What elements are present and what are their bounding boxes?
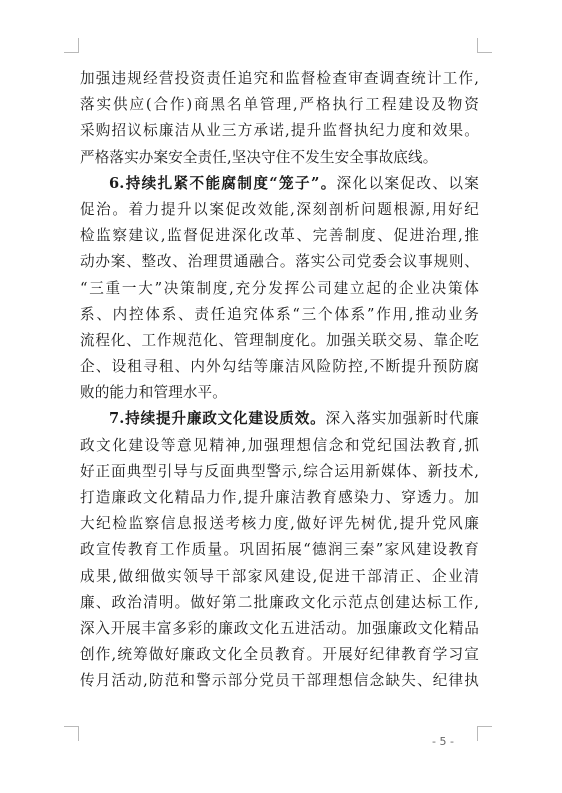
text-line: 企、设租寻租、内外勾结等廉洁风险防控,不断提升预防腐: [80, 358, 479, 376]
text-line: 廉、政治清明。做好第二批廉政文化示范点创建达标工作,: [80, 593, 479, 611]
text-line: 大纪检监察信息报送考核力度,做好评先树优,提升党风廉: [80, 515, 479, 533]
text-line: 好正面典型引导与反面典型警示,综合运用新媒体、新技术,: [80, 462, 479, 480]
section-7-first-text: 深入落实加强新时代廉: [325, 410, 479, 428]
text-line: 促治。着力提升以案促改效能,深刻剖析问题根源,用好纪: [80, 200, 479, 218]
text-line: “三重一大”决策制度,充分发挥公司建立起的企业决策体: [80, 279, 479, 297]
text-line: 打造廉政文化精品力作,提升廉洁教育感染力、穿透力。加: [80, 489, 479, 506]
crop-mark-bottom-left: [64, 726, 79, 741]
text-line: 败的能力和管理水平。: [80, 384, 227, 402]
text-line: 检监察建议,监督促进深化改革、完善制度、促进治理,推: [80, 227, 479, 245]
text-line: 传月活动,防范和警示部分党员干部理想信念缺失、纪律执: [80, 672, 479, 690]
text-line: 政文化建设等意见精神,加强理想信念和党纪国法教育,抓: [80, 436, 479, 454]
section-6-heading: 6.持续扎紧不能腐制度“笼子”。: [109, 174, 337, 192]
text-line: 创作,统筹做好廉政文化全员教育。开展好纪律教育学习宣: [80, 646, 479, 664]
text-line: 落实供应(合作)商黑名单管理,严格执行工程建设及物资: [80, 96, 479, 114]
text-line: 严格落实办案安全责任,坚决守住不发生安全事故底线。: [80, 148, 438, 166]
crop-mark-bottom-right: [477, 726, 492, 741]
text-line: 采购招议标廉洁从业三方承诺,提升监督执纪力度和效果。: [80, 122, 479, 140]
crop-mark-top-left: [64, 38, 79, 53]
page-number: - 5 -: [432, 735, 454, 748]
text-line: 成果,做细做实领导干部家风建设,促进干部清正、企业清: [80, 567, 479, 585]
text-line: 深入开展丰富多彩的廉政文化五进活动。加强廉政文化精品: [80, 619, 479, 637]
section-6-first-line: [80, 171, 479, 197]
text-line: 系、内控体系、责任追究体系“三个体系”作用,推动业务: [80, 305, 479, 323]
text-line: 流程化、工作规范化、管理制度化。加强关联交易、靠企吃: [80, 331, 479, 349]
text-line: 动办案、整改、治理贯通融合。落实公司党委会议事规则、: [80, 253, 479, 271]
section-7-heading: 7.持续提升廉政文化建设质效。: [109, 410, 326, 428]
text-line: 加强违规经营投资责任追究和监督检查审查调查统计工作,: [80, 70, 479, 87]
section-7-first-line: [80, 406, 479, 432]
crop-mark-top-right: [477, 38, 492, 53]
text-line: 政宣传教育工作质量。巩固拓展“德润三秦”家风建设教育: [80, 541, 479, 559]
section-6-first-text: 深化以案促改、以案: [336, 174, 479, 192]
body-text: [80, 66, 479, 695]
